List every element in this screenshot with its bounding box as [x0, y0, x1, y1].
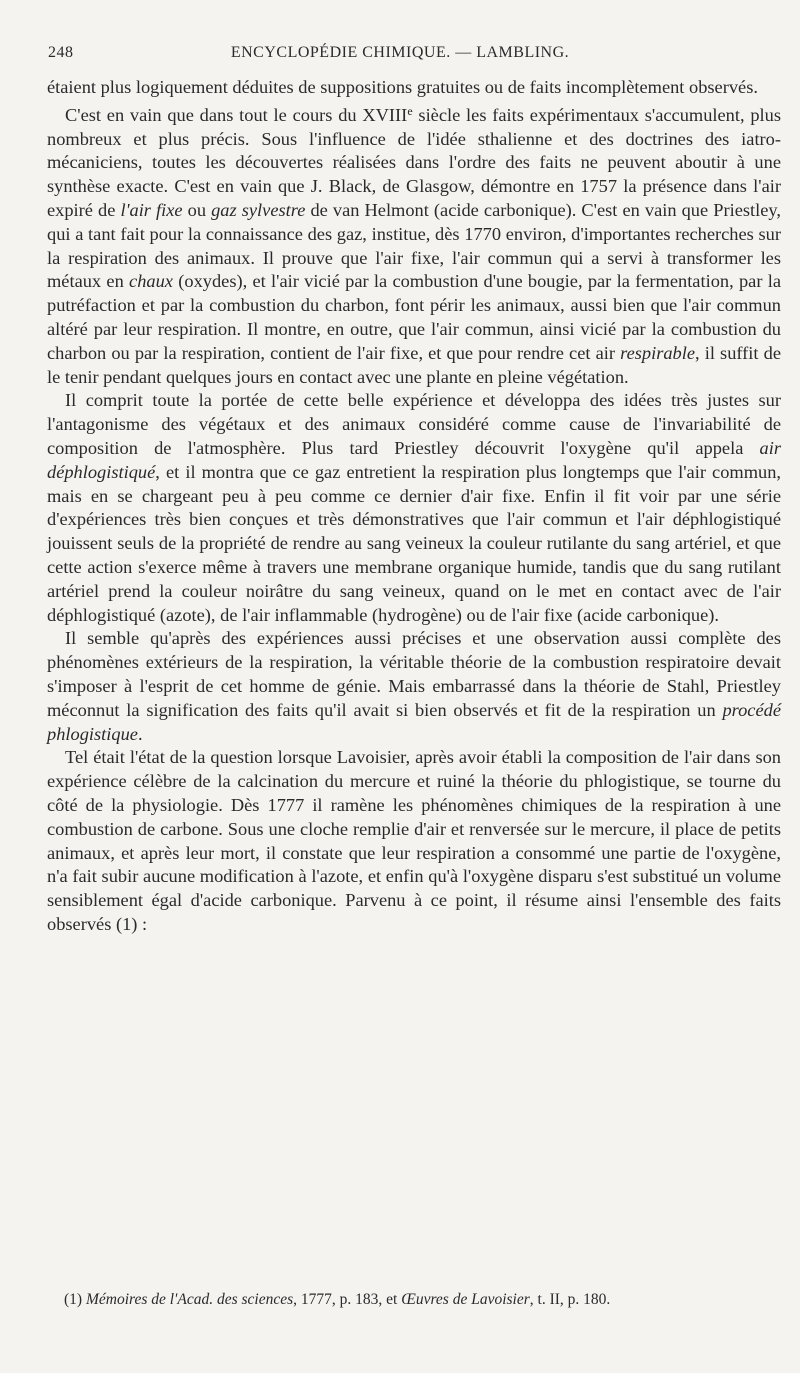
italic-term: chaux: [129, 271, 173, 292]
italic-term: l'air fixe: [120, 199, 183, 220]
paragraph-3: Il comprit toute la portée de cette belle expérience et développa des idées très justes sur l'antagonisme des végétaux et des animaux considéré comme cause de l'invariabilité de composition de l'atmosphère. Plus tard Priestley découvrit l'oxygène qu'il appela air déphlogistiqué, et il montra que ce gaz entretient la respiration plus longtemps que l'air commun, mais en se chargeant peu à peu comme ce dernier d'air fixe. Enfin il fit voir par une série d'expériences très bien conçues et très démonstratives que l'air commun et l'air déphlogistiqué jouissent seuls de la propriété de rendre au sang veineux la couleur rutilante du sang artériel, et que cette action s'exerce même à travers une membrane organique humide, tandis que du sang rutilant artériel prend la couleur noirâtre du sang veineux, quand on le met en contact avec de l'air déphlogistiqué (azote), de l'air inflammable (hydrogène) ou de l'air fixe (acide carbonique).: [47, 390, 781, 625]
body-text: [47, 76, 781, 937]
paragraph-5: Tel était l'état de la question lorsque Lavoisier, après avoir établi la composition de l'air dans son expérience célèbre de la calcination du mercure et ruiné la théorie du phlogistique, se tourne du côté de la physiologie. Dès 1777 il ramène les phénomènes chimiques de la respiration à une combustion de carbone. Sous une cloche remplie d'air et renversée sur le mercure, il place de petits animaux, et après leur mort, il constate que leur respiration a consommé une partie de l'oxygène, n'a fait subir aucune modification à l'azote, et enfin qu'à l'oxygène disparu s'est substitué un volume sensiblement égal d'acide carbonique. Parvenu à ce point, il résume ainsi l'ensemble des faits observés (1) :: [47, 747, 781, 934]
paragraph-1: étaient plus logiquement déduites de suppositions gratuites ou de faits incomplètement observés.: [47, 77, 758, 97]
paragraph-2: C'est en vain que dans tout le cours du XVIIIe siècle les faits expérimentaux s'accumulent, plus nombreux et plus précis. Sous l'influence de l'idée sthalienne et des doctrines des iatro-mécaniciens, toutes les découvertes réalisées dans l'ordre des faits ne peuvent aboutir à une synthèse exacte. C'est en vain que J. Black, de Glasgow, démontre en 1757 la présence dans l'air expiré de l'air fixe ou gaz sylvestre de van Helmont (acide carbonique). C'est en vain que Priestley, qui a tant fait pour la connaissance des gaz, institue, dès 1770 environ, d'importantes recherches sur la respiration des animaux. Il prouve que l'air fixe, l'air commun qui a servi à transformer les métaux en chaux (oxydes), et l'air vicié par la combustion d'une bougie, par la fermentation, par la putréfaction et par la combustion du charbon, font périr les animaux, aussi bien que l'air commun altéré par leur respiration. Il montre, en outre, que l'air commun, ainsi vicié par la combustion du charbon ou par la respiration, contient de l'air fixe, et que pour rendre cet air respirable, il suffit de le tenir pendant quelques jours en contact avec une plante en pleine végétation.: [47, 103, 781, 387]
italic-term: gaz sylvestre: [211, 199, 306, 220]
running-title: ENCYCLOPÉDIE CHIMIQUE. — LAMBLING.: [230, 44, 570, 61]
running-header: [48, 44, 752, 68]
footnote-reference: (1): [115, 913, 138, 934]
footnote-mark: (1): [64, 1291, 83, 1308]
footnote: (1) Mémoires de l'Acad. des sciences, 1777, p. 183, et Œuvres de Lavoisier, t. II, p. 180.: [64, 1291, 611, 1308]
page-number: 248: [48, 44, 74, 61]
superscript: e: [407, 103, 413, 118]
italic-term: procédé phlogistique: [47, 699, 781, 744]
italic-term: respirable: [620, 342, 696, 363]
italic-term: air déphlogistiqué: [47, 437, 781, 482]
paragraph-4: Il semble qu'après des expériences aussi précises et une observation aussi complète des phénomènes extérieurs de la respiration, la véritable théorie de la combustion respiratoire devait s'imposer à l'esprit de cet homme de génie. Mais embarrassé dans la théorie de Stahl, Priestley méconnut la signification des faits qu'il avait si bien observés et fit de la respiration un procédé phlogistique.: [47, 628, 781, 744]
